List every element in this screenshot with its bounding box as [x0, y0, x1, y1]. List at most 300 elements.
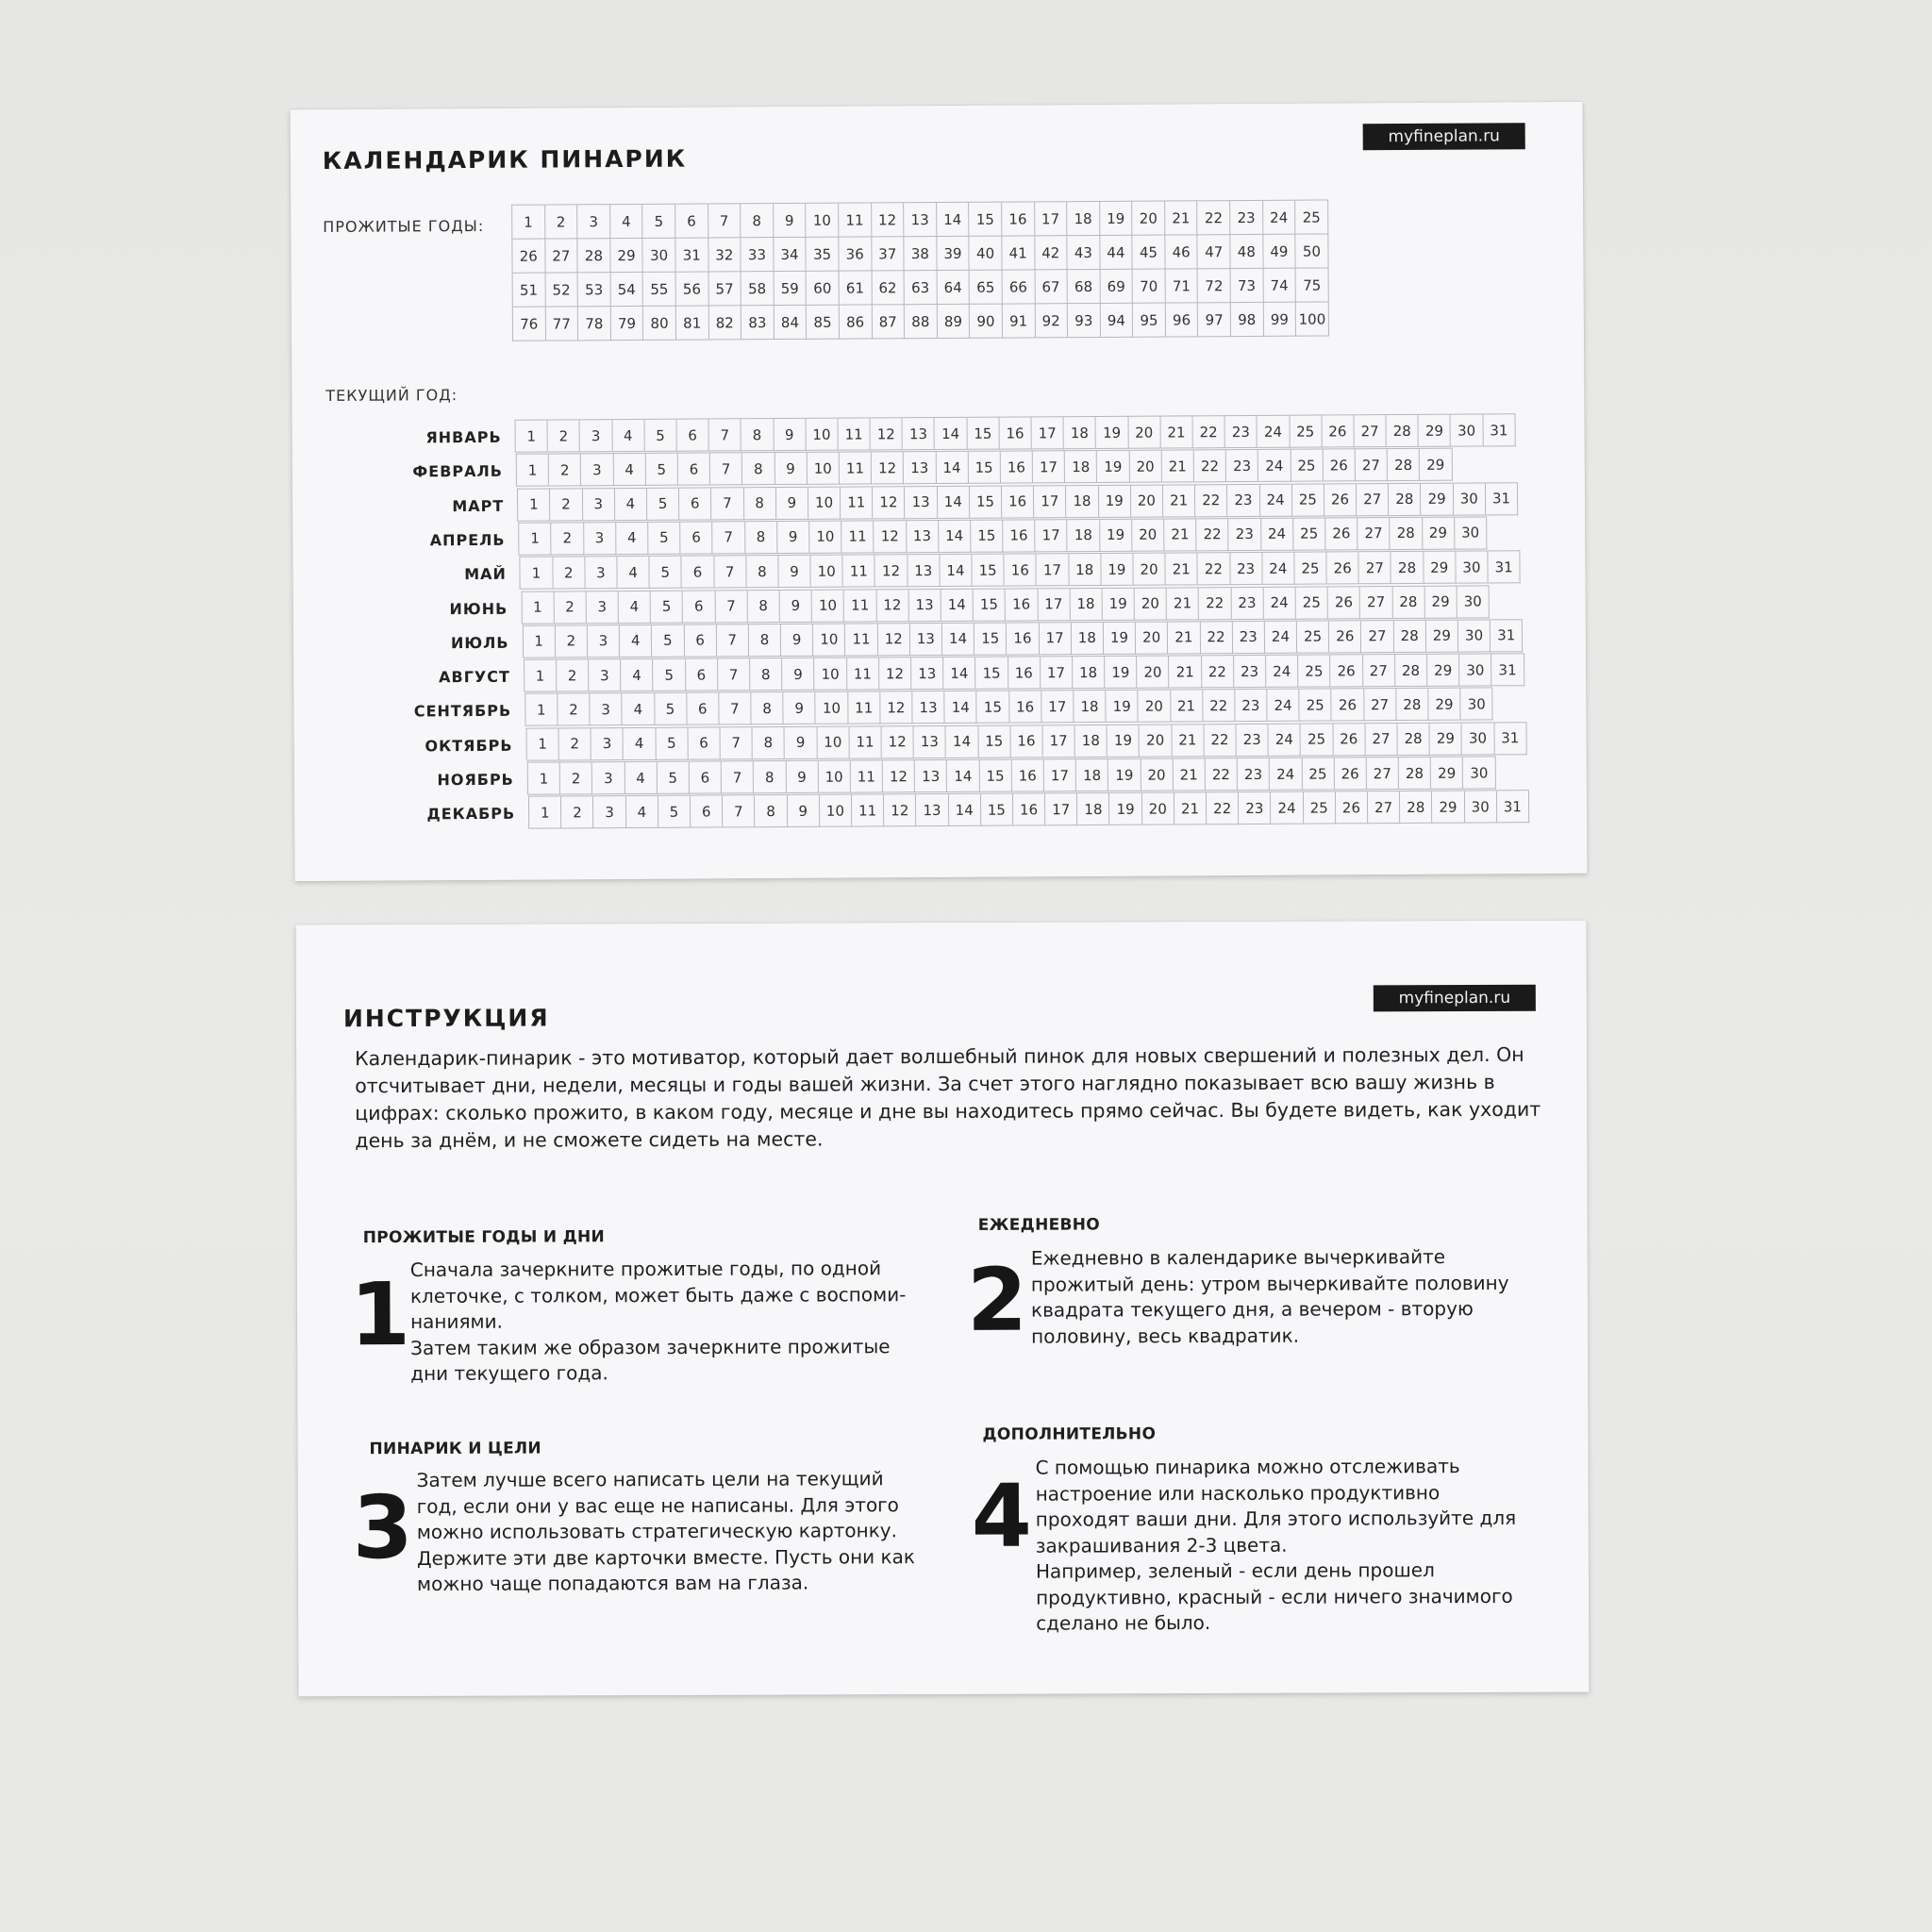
year-cell: 60	[807, 272, 840, 306]
day-cell: 24	[1259, 484, 1291, 516]
day-cell: 24	[1263, 587, 1295, 619]
month-name: АВГУСТ	[439, 667, 510, 687]
day-cell: 20	[1139, 691, 1171, 723]
day-cell: 5	[648, 523, 680, 555]
day-cell: 7	[710, 454, 742, 486]
day-cell: 18	[1073, 657, 1105, 689]
day-cell: 18	[1068, 520, 1100, 552]
day-cell: 25	[1301, 724, 1333, 756]
year-cell: 76	[513, 308, 546, 341]
day-cell: 20	[1136, 622, 1168, 654]
day-cell: 29	[1427, 655, 1459, 687]
day-cell: 5	[655, 693, 687, 725]
day-cell: 31	[1483, 414, 1515, 446]
day-cell: 12	[871, 418, 903, 450]
year-cell: 80	[643, 307, 676, 341]
year-cell: 74	[1263, 269, 1296, 303]
year-cell: 19	[1100, 202, 1133, 236]
year-cell: 52	[545, 273, 578, 307]
day-cell: 26	[1324, 450, 1356, 482]
day-cell: 28	[1391, 552, 1424, 584]
day-cell: 17	[1037, 554, 1069, 586]
month-name: ФЕВРАЛЬ	[412, 462, 504, 481]
day-cell: 27	[1357, 518, 1390, 550]
day-cell: 12	[878, 624, 910, 656]
day-cell: 8	[749, 625, 781, 657]
day-cell: 22	[1195, 485, 1227, 517]
year-cell: 4	[610, 205, 643, 239]
year-cell: 89	[938, 305, 971, 339]
day-cell: 3	[584, 523, 616, 555]
day-cell: 20	[1141, 758, 1173, 791]
year-cell: 26	[512, 240, 545, 274]
day-cell: 17	[1032, 417, 1064, 449]
month-name: ДЕКАБРЬ	[426, 805, 516, 824]
day-cell: 31	[1488, 551, 1520, 583]
day-cell: 19	[1104, 623, 1136, 655]
year-cell: 38	[904, 237, 937, 271]
day-cell: 18	[1066, 486, 1098, 518]
day-cell: 25	[1298, 656, 1330, 688]
year-cell: 34	[774, 238, 807, 272]
year-cell: 91	[1003, 304, 1036, 338]
day-cell: 21	[1174, 793, 1207, 825]
day-cell: 8	[743, 488, 775, 520]
year-cell: 33	[741, 238, 774, 272]
day-cell: 9	[774, 419, 806, 451]
day-cell: 27	[1360, 587, 1392, 619]
day-cell: 9	[788, 795, 820, 827]
day-cell: 9	[785, 726, 817, 758]
day-cell: 22	[1194, 450, 1226, 482]
day-cell: 24	[1257, 416, 1290, 448]
day-cell: 17	[1044, 759, 1076, 791]
day-cell: 30	[1457, 586, 1490, 618]
year-cell: 49	[1263, 235, 1296, 269]
day-cell: 20	[1137, 657, 1169, 689]
day-cell: 30	[1461, 689, 1493, 721]
day-cell: 30	[1463, 757, 1495, 789]
day-cell: 22	[1198, 553, 1230, 585]
day-cell: 14	[945, 691, 977, 724]
day-cell: 22	[1204, 724, 1236, 757]
year-cell: 99	[1263, 303, 1296, 337]
section-1-text: Сначала зачеркните прожитые годы, по одной клеточке, с толком, может быть даже с воспоми- наниями. Затем таким же образом зачеркните прожитые дни текущего года.	[409, 1257, 907, 1385]
year-cell: 73	[1231, 269, 1264, 303]
year-cell: 69	[1100, 270, 1133, 304]
section-2-text: Ежедневно в календарике вычеркивайте прожитый день: утром вычеркивайте половину квадрата текущего дня, а вечером - вторую половину, весь квадратик.	[1030, 1245, 1509, 1348]
day-cell: 19	[1099, 485, 1131, 517]
year-cell: 13	[904, 203, 937, 237]
day-cell: 31	[1494, 723, 1526, 755]
day-cell: 11	[852, 795, 884, 827]
day-cell: 29	[1428, 689, 1460, 721]
day-cell: 27	[1363, 655, 1395, 687]
year-cell: 66	[1002, 270, 1035, 304]
day-cell: 7	[714, 556, 746, 588]
day-cell: 7	[709, 419, 741, 451]
year-cell: 93	[1068, 304, 1101, 338]
day-cell: 24	[1266, 656, 1298, 688]
day-cell: 9	[780, 590, 812, 622]
day-cell: 23	[1229, 519, 1261, 551]
year-cell: 67	[1035, 270, 1068, 304]
day-cell: 14	[943, 658, 975, 690]
day-cell: 7	[711, 488, 743, 520]
section-4-text: С помощью пинарика можно отслеживать настроение или насколько продуктивно проходят ваши дни. Для этого используйте для закрашивания 2-3 цвета. Например, зеленый - если день прошел продуктивно, красный - если ничего значимого сделано не было.	[1035, 1455, 1517, 1635]
day-cell: 2	[560, 762, 592, 794]
section-1-number: 1	[349, 1263, 411, 1366]
day-cell: 23	[1226, 450, 1258, 482]
day-cell: 5	[654, 659, 686, 691]
year-cell: 41	[1002, 236, 1035, 270]
day-cell: 1	[525, 694, 558, 726]
day-cell: 10	[808, 487, 841, 519]
year-cell: 81	[676, 306, 709, 340]
day-cell: 2	[559, 728, 591, 760]
day-cell: 24	[1258, 450, 1291, 482]
day-cell: 30	[1454, 483, 1486, 515]
year-cell: 1	[512, 206, 545, 240]
day-cell: 16	[1003, 520, 1035, 552]
year-cell: 39	[937, 237, 970, 271]
day-cell: 17	[1041, 657, 1073, 689]
day-cell: 7	[722, 761, 754, 793]
day-cell: 24	[1261, 519, 1293, 551]
day-cell: 21	[1167, 588, 1199, 620]
year-cell: 62	[872, 271, 905, 305]
brand-badge: myfineplan.ru	[1363, 123, 1525, 150]
day-cell: 16	[1007, 623, 1039, 655]
year-cell: 18	[1067, 202, 1100, 236]
month-name: ОКТЯБРЬ	[425, 736, 513, 756]
day-cell: 26	[1336, 792, 1368, 824]
year-cell: 8	[741, 204, 774, 238]
day-cell: 19	[1100, 520, 1132, 552]
day-cell: 23	[1239, 792, 1271, 824]
day-cell: 21	[1173, 758, 1205, 791]
year-cell: 61	[840, 271, 873, 305]
day-cell: 21	[1170, 656, 1202, 688]
day-cell: 5	[651, 591, 683, 623]
day-cell: 14	[940, 555, 972, 587]
day-cell: 13	[908, 555, 940, 587]
day-cell: 10	[808, 453, 840, 485]
day-cell: 6	[686, 659, 718, 691]
current-year-grid	[292, 413, 1585, 824]
day-cell: 12	[879, 658, 911, 690]
day-cell: 2	[557, 659, 589, 691]
calendar-title: КАЛЕНДАРИК ПИНАРИК	[322, 144, 688, 175]
day-cell: 27	[1367, 758, 1399, 790]
day-cell: 14	[946, 725, 978, 758]
day-cell: 25	[1302, 758, 1334, 790]
month-name: ИЮЛЬ	[450, 633, 509, 652]
day-cell: 22	[1203, 690, 1235, 722]
day-cell: 25	[1300, 690, 1332, 722]
day-cell: 13	[908, 589, 941, 621]
day-cell: 23	[1225, 416, 1257, 448]
day-cell: 10	[814, 658, 846, 691]
day-cell: 4	[616, 523, 648, 555]
day-cell: 29	[1424, 552, 1456, 584]
day-cell: 19	[1108, 724, 1140, 757]
day-cell: 24	[1267, 690, 1299, 722]
year-cell: 35	[807, 238, 840, 272]
day-cell: 9	[778, 556, 810, 588]
year-cell: 88	[905, 305, 938, 339]
year-cell: 95	[1133, 304, 1166, 338]
day-cell: 23	[1233, 622, 1265, 654]
day-cell: 26	[1329, 621, 1361, 653]
instruction-card	[296, 921, 1590, 1697]
day-cell: 7	[715, 591, 747, 623]
day-cell: 4	[624, 728, 656, 760]
day-cell: 12	[884, 794, 916, 826]
day-cell: 3	[590, 693, 622, 725]
day-cell: 1	[517, 455, 549, 487]
day-cell: 28	[1400, 791, 1432, 824]
day-cell: 10	[816, 692, 848, 724]
day-cell: 25	[1292, 484, 1324, 516]
day-cell: 12	[874, 521, 907, 553]
day-cell: 6	[678, 454, 710, 486]
day-cell: 3	[591, 728, 624, 760]
month-name: СЕНТЯБРЬ	[413, 702, 512, 721]
day-cell: 28	[1388, 449, 1420, 481]
day-cell: 10	[813, 624, 845, 656]
year-cell: 12	[872, 203, 905, 237]
day-cell: 4	[612, 420, 644, 452]
month-name: ИЮНЬ	[449, 599, 508, 618]
day-cell: 8	[746, 556, 778, 588]
day-cell: 25	[1304, 792, 1336, 824]
day-cell: 8	[754, 761, 786, 793]
day-cell: 14	[936, 452, 968, 484]
lived-years-label: ПРОЖИТЫЕ ГОДЫ:	[323, 216, 485, 236]
day-cell: 16	[1006, 589, 1038, 621]
year-cell: 42	[1035, 236, 1068, 270]
day-cell: 20	[1129, 451, 1161, 483]
day-cell: 15	[972, 555, 1004, 587]
day-cell: 25	[1294, 553, 1326, 585]
year-cell: 54	[610, 273, 643, 307]
year-cell: 22	[1198, 201, 1231, 235]
day-cell: 5	[658, 796, 691, 828]
day-cell: 23	[1231, 587, 1263, 619]
day-cell: 6	[690, 761, 722, 793]
day-cell: 26	[1326, 552, 1358, 584]
day-cell: 4	[621, 659, 653, 691]
year-cell: 77	[545, 307, 578, 341]
day-cell: 29	[1426, 620, 1458, 652]
day-cell: 2	[558, 694, 590, 726]
instruction-title: ИНСТРУКЦИЯ	[342, 1004, 550, 1033]
day-cell: 17	[1042, 725, 1074, 758]
day-cell: 28	[1389, 483, 1421, 515]
day-cell: 26	[1324, 484, 1357, 516]
day-cell: 5	[646, 454, 678, 486]
day-cell: 4	[617, 557, 649, 589]
day-cell: 16	[999, 417, 1031, 449]
year-cell: 11	[839, 203, 872, 237]
day-cell: 12	[873, 487, 905, 519]
year-cell: 59	[774, 272, 807, 306]
day-cell: 22	[1206, 758, 1238, 791]
day-cell: 26	[1330, 655, 1362, 687]
year-cell: 20	[1132, 202, 1165, 236]
day-cell: 22	[1207, 792, 1239, 824]
day-cell: 1	[523, 625, 555, 658]
day-cell: 1	[518, 489, 550, 521]
year-cell: 14	[937, 203, 970, 237]
day-cell: 21	[1171, 691, 1203, 723]
year-cell: 53	[578, 273, 611, 307]
day-cell: 25	[1296, 587, 1328, 619]
day-cell: 5	[644, 420, 676, 452]
day-cell: 10	[817, 726, 849, 758]
day-cell: 30	[1456, 552, 1488, 584]
year-cell: 71	[1165, 269, 1198, 303]
day-cell: 10	[810, 556, 842, 588]
day-cell: 22	[1196, 519, 1228, 551]
day-cell: 5	[656, 727, 688, 759]
section-2-number: 2	[966, 1249, 1028, 1351]
year-cell: 48	[1230, 235, 1263, 269]
day-cell: 6	[680, 522, 712, 554]
day-cell: 15	[981, 794, 1013, 826]
day-cell: 8	[742, 453, 774, 485]
year-cell: 72	[1198, 269, 1231, 303]
day-cell: 26	[1322, 415, 1354, 447]
day-cell: 4	[613, 454, 645, 486]
year-cell: 86	[840, 305, 873, 339]
day-cell: 1	[521, 558, 553, 590]
year-cell: 37	[872, 237, 905, 271]
year-cell: 98	[1231, 303, 1264, 337]
day-cell: 18	[1064, 417, 1096, 449]
year-cell: 16	[1002, 202, 1035, 236]
section-4-heading: ДОПОЛНИТЕЛЬНО	[982, 1424, 1157, 1444]
day-cell: 7	[713, 522, 745, 554]
year-cell: 40	[970, 237, 1003, 271]
day-cell: 6	[687, 693, 719, 725]
section-3-heading: ПИНАРИК И ЦЕЛИ	[369, 1439, 541, 1459]
day-cell: 30	[1464, 791, 1496, 824]
year-cell: 47	[1198, 235, 1231, 269]
day-cell: 25	[1293, 518, 1325, 550]
year-cell: 70	[1133, 270, 1166, 304]
day-cell: 28	[1397, 724, 1429, 756]
year-cell: 55	[643, 273, 676, 307]
day-cell: 27	[1359, 552, 1391, 584]
day-cell: 1	[525, 660, 557, 692]
day-cell: 4	[615, 488, 647, 520]
day-cell: 16	[1001, 452, 1033, 484]
year-cell: 85	[807, 306, 840, 340]
section-1-heading: ПРОЖИТЫЕ ГОДЫ И ДНИ	[362, 1227, 606, 1248]
day-cell: 11	[849, 726, 881, 758]
year-cell: 46	[1165, 235, 1198, 269]
day-cell: 25	[1291, 450, 1323, 482]
month-name: НОЯБРЬ	[437, 770, 514, 790]
day-cell: 20	[1135, 588, 1167, 620]
day-cell: 8	[753, 727, 785, 759]
day-cell: 23	[1238, 758, 1270, 791]
day-cell: 7	[718, 658, 750, 691]
day-cell: 27	[1365, 724, 1397, 756]
year-cell: 36	[839, 237, 872, 271]
section-4-number: 4	[971, 1465, 1032, 1567]
day-cell: 13	[912, 691, 944, 724]
day-cell: 18	[1074, 691, 1106, 723]
day-cell: 18	[1076, 759, 1108, 791]
day-cell: 2	[550, 489, 582, 521]
day-cell: 7	[719, 693, 751, 725]
day-cell: 29	[1424, 586, 1457, 618]
day-cell: 9	[774, 453, 807, 485]
year-cell: 29	[610, 239, 643, 273]
day-cell: 23	[1237, 724, 1269, 757]
day-cell: 9	[777, 522, 809, 554]
day-cell: 21	[1172, 724, 1204, 757]
day-cell: 30	[1459, 655, 1491, 687]
year-cell: 64	[937, 271, 970, 305]
day-cell: 15	[970, 486, 1002, 518]
day-cell: 29	[1419, 415, 1451, 447]
day-cell: 17	[1035, 520, 1067, 552]
day-cell: 19	[1101, 554, 1133, 586]
day-cell: 13	[907, 521, 939, 553]
section-3-number: 3	[352, 1476, 414, 1579]
day-cell: 22	[1200, 622, 1232, 654]
day-cell: 5	[647, 488, 679, 520]
day-cell: 1	[522, 591, 554, 624]
day-cell: 24	[1269, 724, 1301, 756]
day-cell: 16	[1013, 794, 1045, 826]
day-cell: 12	[876, 590, 908, 622]
day-cell: 3	[580, 420, 612, 452]
day-cell: 29	[1430, 723, 1462, 755]
day-cell: 24	[1271, 792, 1303, 824]
day-cell: 11	[840, 453, 872, 485]
day-cell: 22	[1202, 656, 1234, 688]
day-cell: 3	[592, 762, 625, 794]
day-cell: 17	[1041, 691, 1074, 724]
year-cell: 28	[578, 239, 611, 273]
year-cell: 24	[1263, 201, 1296, 235]
day-cell: 21	[1163, 485, 1195, 517]
day-cell: 9	[784, 692, 816, 724]
day-cell: 4	[626, 796, 658, 828]
year-cell: 27	[545, 239, 578, 273]
day-cell: 20	[1132, 519, 1164, 551]
day-cell: 31	[1491, 620, 1523, 652]
day-cell: 31	[1486, 483, 1518, 515]
year-cell: 31	[675, 238, 708, 272]
day-cell: 12	[881, 726, 913, 758]
day-cell: 27	[1361, 621, 1393, 653]
day-cell: 18	[1077, 793, 1109, 825]
day-cell: 28	[1396, 689, 1428, 721]
day-cell: 4	[623, 693, 655, 725]
day-cell: 8	[750, 658, 782, 691]
day-cell: 14	[939, 521, 971, 553]
year-cell: 32	[708, 238, 741, 272]
day-cell: 30	[1455, 517, 1487, 549]
day-cell: 3	[583, 489, 615, 521]
day-cell: 20	[1131, 485, 1163, 517]
